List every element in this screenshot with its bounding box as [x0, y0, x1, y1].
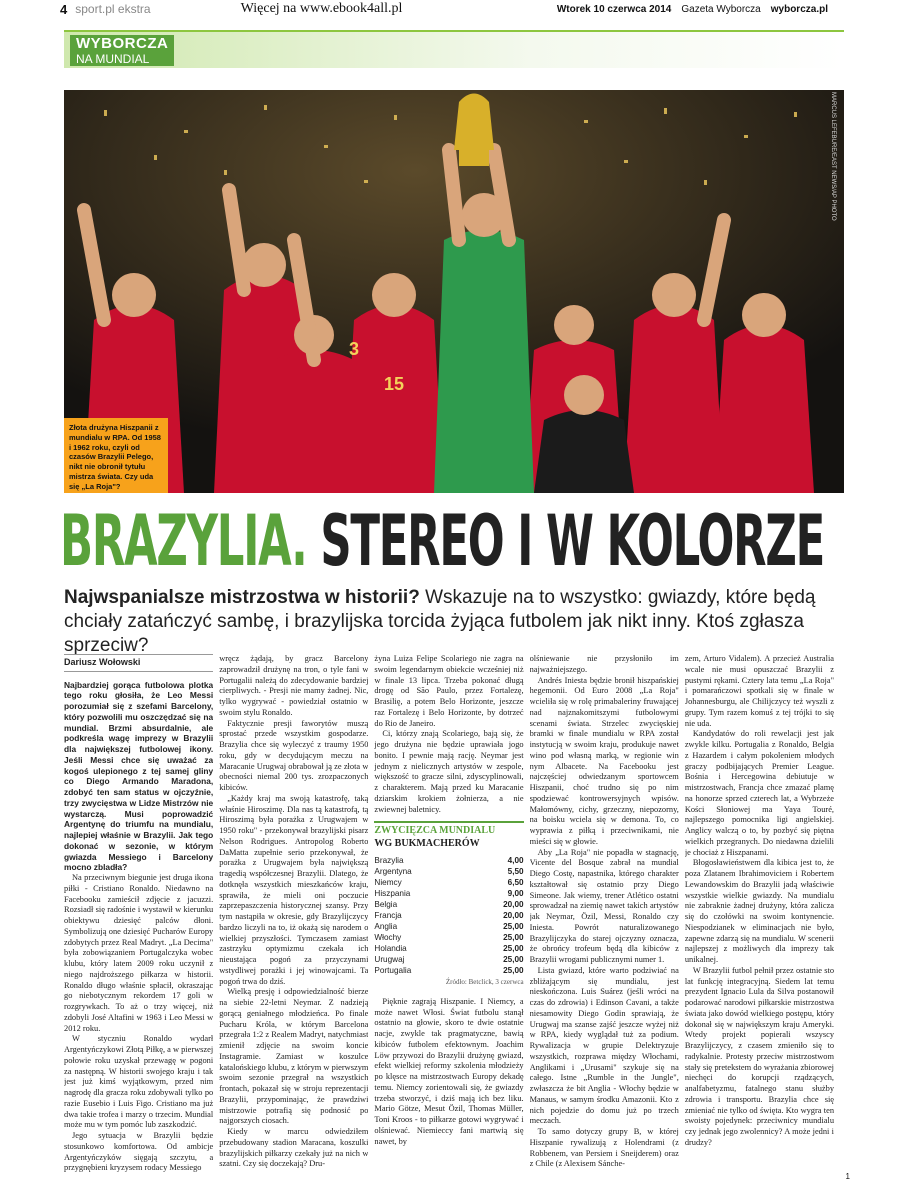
odds-team: Holandia	[374, 943, 407, 953]
headline-part2: STEREO I W KOLORZE	[320, 500, 824, 582]
odds-value: 20,00	[503, 899, 524, 909]
column-3	[374, 654, 523, 1174]
section-tag-line2: NA MUNDIAL	[76, 52, 150, 66]
section-tag-line1: WYBORCZA	[76, 35, 169, 52]
lead-bold: Najwspanialsze mistrzostwa w historii?	[64, 587, 420, 608]
lead-paragraph	[64, 586, 834, 658]
odds-row	[374, 855, 523, 866]
paragraph: Błogosławieństwem dla kibica jest to, że poza Zlatanem Ibrahimoviciem i Robertem Lewandowskim do Brazylii jadą właściwie wszystkie wielkie gwiazdy. Na mundialu nie zabraknie żadnej drużyny, która zalicza się do czołówki na swoim kontynencie. Niespodzianek w eliminacjach nie było, zapewne zdarzą się na mundialu. W scenerii najlepszej z możliwych dla imprezy tak unikalnej.	[684, 858, 835, 964]
celebration-illustration	[64, 90, 844, 493]
paragraph: żyna Luiza Felipe Scolariego nie zagra na swoim legendarnym obiekcie wcześniej niż w finale 13 lipca. Trzeba pokonać długą drogę od São Paulo, przez Fortalezę, Brasilię, a potem Belo Horizonte, jeszcze raz Fortalezę i Belo Horizonte, by dotrzeć do Rio de Janeiro.	[374, 654, 524, 728]
paragraph: To samo dotyczy grupy B, w której Hiszpanie rywalizują z Holendrami (z Robbenem, van Persiem i Sneijderem) oraz z Chile (z Alexisem Sánche-	[529, 1127, 679, 1169]
odds-team: Belgia	[374, 899, 398, 909]
odds-row	[374, 910, 523, 921]
section-tag	[64, 30, 844, 68]
paragraph: wręcz żądają, by gracz Barcelony zaprowadził drużynę na tron, o tyle fani w Portugalii należą do zdecydowanie bardziej cierpliwych. - Presji nie mamy żadnej. Nic, tylko wygrywać - powiedział ostatnio w swoim stylu Ronaldo.	[219, 654, 369, 717]
photo-caption: Złota drużyna Hiszpanii z mundialu w RPA. Od 1958 i 1962 roku, czyli od czasów Brazylii Pelego, nikt nie obronił tytułu mistrza świata. Czy uda się „La Roja"?	[64, 418, 168, 493]
odds-source: Źródło: Betclick, 3 czerwca	[445, 977, 524, 986]
odds-team: Urugwaj	[374, 954, 405, 964]
odds-table	[374, 855, 523, 976]
odds-value: 25,00	[503, 932, 524, 942]
odds-box	[374, 821, 523, 987]
odds-row	[374, 943, 523, 954]
odds-value: 25,00	[503, 921, 524, 931]
odds-team: Hiszpania	[374, 888, 411, 898]
page-footer: 1	[845, 1172, 850, 1181]
site-link[interactable]: wyborcza.pl	[770, 3, 828, 15]
column-5	[685, 654, 834, 1174]
odds-team: Włochy	[374, 932, 402, 942]
paragraph: Pięknie zagrają Hiszpanie. I Niemcy, a może nawet Włosi. Świat futbolu stanął ostatnio na głowie, skoro te dwie ostatnie nacje, zwykle tak pragmatyczne, bawią kibiców futbolem efektownym. Joachim Löw przywozi do Brazylii drużynę gwiazd, efekt wielkiej reformy szkolenia młodzieży po klęsce na mistrzostwach Europy dekadę temu. Niemcy zorientowali się, że gwiazdy trzeba stworzyć, i dziś mają ich bez liku. Mario Götze, Mesut Özil, Thomas Müller, Toni Kroos - to piłkarze gotowi wygrywać i olśniewać. Niemieccy fani martwią się nawet, by	[374, 996, 524, 1146]
odds-row	[374, 921, 523, 932]
odds-row	[374, 954, 523, 965]
odds-title: ZWYCIĘZCA MUNDIALU	[374, 821, 523, 838]
section-tag-label	[70, 35, 174, 66]
headline	[60, 500, 824, 582]
paragraph: Ci, którzy znają Scolariego, bają się, że jego drużyna nie będzie uprawiała jogo bonito. I pewnie mają rację. Neymar jest jednym z nielicznych artystów w zespole, większość to gracze silni, zdyscyplinowali, z charakterem. Mają przed ku Maracanie dziarskim krokiem żołnierza, a nie zwiewnej baletnicy.	[374, 729, 524, 814]
odds-value: 5,50	[507, 866, 524, 876]
odds-team: Argentyna	[374, 866, 412, 876]
odds-value: 6,50	[507, 877, 524, 887]
paragraph: zem, Arturo Vidalem). A przecież Australia wcale nie musi opuszczać Brazylii z pustymi rękami. Cztery lata temu „La Roja" i pomarańczowi spotkali się w finale w Johannesburgu, ale Chilijczycy też wyszli z grupy. Tym razem komuś z tej trójki to się nie uda.	[684, 654, 835, 728]
paragraph: W Brazylii futbol pełnił przez ostatnie sto lat funkcję integracyjną. Siedem lat temu prezydent Ignacio Lula da Silva postanowił podarować narodowi piłkarskie mistrzostwa świata jako dowód wielkiego postępu, który dokonał się w największym kraju Ameryki. Wtedy projekt popierali wszyscy Brazylijczycy, z czasem zmieniło się to radykalnie. Protesty przeciw mistrzostwom stały się pretekstem do wyrażania zbiorowej niechęci do korupcji rządzących, analfabetyzmu, fatalnego stanu służby zdrowia i transportu. Brazylia chce się zmieniać nie tylko od święta. Kto wygra ten swoisty pojedynek: przeciwnicy mundialu czy jednak jego zwolennicy? A może jedni i drudzy?	[684, 965, 835, 1147]
svg-text:15: 15	[384, 374, 405, 394]
paragraph: Wielką presję i odpowiedzialność bierze na siebie 22-letni Neymar. Z nadzieją gorącą geniałnego młodzieńca. Po finale Pucharu Króla, w którym Barcelona przegrała 1:2 z Realem Madryt, natychmiast zmienił zdjęcie na swoim koncie Instagramie. Zamiast w koszulce katalońskiego klubu, z którym w pierwszym swoim sezonie przegrał na wszystkich frontach, pokazał się w stroju reprezentacji Brazylii, przypominając, że prawdziwi mistrzowie potrafią się podnosić po najgorszych ciosach.	[219, 987, 369, 1126]
odds-row	[374, 932, 523, 943]
column-1	[64, 654, 213, 1174]
paragraph: Lista gwiazd, które warto podziwiać na zbliżającym się mundialu, jest nieskończona. Luis Suárez (jeśli wróci na czas do zdrowia) i Edinson Cavani, a także niesamowity Diego Godin sprawiają, że Urugwaj ma szanse zajść jeszcze wyżej niż w RPA, kiedy wyglądał tuż za podium. Rywalizacja w grupie Delektryzuje wszystkich, rozprawa między Włochami, Anglikami i „Urusami" szykuje się na całego. Istne „Rumble in the Jungle", zwłaszcza że bit Anglia - Włochy będzie w Manaus, w samym środku Amazonii. Kto z nich pojedzie do domu już po trzech meczach.	[529, 965, 679, 1126]
lead-rest: Wskazuje na to wszystko: gwiazdy, które będą chciały zatańczyć sambę, i brazylijska torcida żyjąca futbolem jak nikt inny. Ktoś zgłasza sprzeciw?	[64, 587, 816, 656]
odds-value: 4,00	[507, 855, 524, 865]
odds-team: Francja	[374, 910, 402, 920]
paragraph: Kiedy w marcu odwiedziłem przebudowany stadion Maracana, koszulki brazylijskich piłkarzy czekały już na nich w szatni. Czy się doczekają? Dru-	[219, 1127, 369, 1169]
odds-row	[374, 899, 523, 910]
odds-team: Portugalia	[374, 965, 412, 975]
promo-link[interactable]: Więcej na www.ebook4all.pl	[240, 1, 403, 16]
section-name: sport.pl ekstra	[75, 2, 151, 16]
page-header	[60, 0, 828, 18]
odds-team: Brazylia	[374, 855, 404, 865]
paragraph: Na przeciwnym biegunie jest druga ikona piłki - Cristiano Ronaldo. Niedawno na Facebooku zamieścił zdjęcie z jacuzzi. Rozsiadł się radośnie i wystawił w kierunku obiektywu dziesięć palców dłoni. Symbolizują one dziesięć Pucharów Europy zdobytych przez Real Madryt. „La Decima" była zobowiązaniem Portugalczyka wobec klubu, który latem 2009 roku uczynił z niego najdroższego piłkarza w historii. Ronaldo długo właśnie spłacił, okraszając go niebotycznym rekordem 17 goli w rozgrywkach. To aż o trzy więcej, niż zdobyli José Altafini w 1963 i Leo Messi w 2012 roku.	[64, 873, 214, 1033]
odds-subtitle: WG BUKMACHERÓW	[374, 838, 480, 850]
paper-name: Gazeta Wyborcza	[681, 3, 761, 15]
odds-row	[374, 965, 523, 976]
headline-part1: BRAZYLIA.	[60, 500, 307, 582]
odds-row	[374, 866, 523, 877]
paragraph: W styczniu Ronaldo wydarł Argentyńczykowi Złotą Piłkę, a w pierwszej połowie roku uzyskał przewagę w pogoni za następną. W historii swojego kraju i tak jest już kimś wyjątkowym, przed nim nagrodę dla gracza roku zdobywali tylko po razie Eusebio i Luis Figo. Cristiano ma już dwa takie trofea i marzy o trzecim. Mundial może mu w tym pomóc lub zaszkodzić.	[64, 1034, 214, 1130]
paragraph: Aby „La Roja" nie popadła w stagnację, Vicente del Bosque zabrał na mundial Diego Costę, napastnika, którego charakter kształtował się ostatnio przy Diego Simeone. Jak wiemy, trener Atlético ostatni sprowadzał na ziemię nawet takich artystów jak Neymar, Özil, Messi, Ronaldo czy Iniesta. Powrót naturalizowanego Brazylijczyka do starej ojczyzny oznacza, że obrońcy trofeum będą dla kibiców z Brazylii wrogami publicznymi numer 1.	[529, 847, 679, 964]
odds-team: Anglia	[374, 921, 398, 931]
odds-value: 20,00	[503, 910, 524, 920]
paragraph: Andrés Iniesta będzie bronił hiszpańskiej hegemonii. Od Euro 2008 „La Roja" wcieliła się w rolę primabaleriny fruwającej nad najznakomitszymi futbolowymi scenami świata. Strzelec zwycięskiej bramki w finale mundialu w RPA został instytucją w swoim kraju, produkuje nawet wino pod własną marką, w regionie win nym Albacete. Na Facebooku jest najczęściej odwiedzanym sportowcem Hiszpanii, choć trudno się po nim spodziewać kontrowersyjnych wpisów. Małomówny, cichy, grzeczny, niepozorny, na boisku wciela się w demona. To, co wyprawia z piłką i przeciwnikami, nie mieści się w głowie.	[529, 675, 679, 846]
paragraph: „Każdy kraj ma swoją katastrofę, taką właśnie Hiroszimę. Dla nas tą katastrofą, tą Hiroszimą była porażka z Urugwajem w 1950 roku" - przekonywał brazylijski pisarz Nelson Rodrigues. Antropolog Roberto DaMatta zupełnie serio przekonywał, że porażka z Urugwajem była największą tragedią współczesnej Brazylii. Dlatego, że dotknęła wszystkich mieszkańców kraju, sprawiła, że mieli oni poczucie zaprzepaszczenia historycznej szansy. Przy tym nastąpiła w okresie, gdy Brazylijczycy bardzo liczyli na to, iż okażą się narodem o wielkiej przyszłości. Tymczasem zamiast zastrzyku optymizmu czekała ich nieustająca pogoń za przyczynami wstydliwej porażki i jej winowajcami. Ta pogoń trwa do dziś.	[219, 793, 369, 986]
paragraph: Jego sytuacja w Brazylii będzie stosunkowo komfortowa. Od ambicje Argentyńczyków sięgają szczytu, a przygnębieni kryzysem rodacy Messiego	[64, 1131, 214, 1173]
photo-credit: MARCUS LEFEBURE/EAST NEWS/AP PHOTO	[830, 92, 836, 221]
paragraph: olśniewanie nie przysłoniło im najważniejszego.	[529, 654, 679, 674]
column-2	[219, 654, 368, 1174]
page-number: 4	[60, 1, 68, 17]
article-intro: Najbardziej gorąca futbolowa plotka tego roku głosiła, że Leo Messi porozumiał się z szefami Barcelony, który pozwolili mu oszczędzać się na mundial. Brzmi absurdalnie, ale podkreśla wagę imprezy w Brazylii dla największej futbolowej ikony. Jeśli Messi chce się uważać za kogoś ulepionego z tej samej gliny co Diego Armando Maradona, zdobyć ten sam status w ojczyźnie, trzy zwycięstwa w Lidze Mistrzów nie wystarczą. Musi poprowadzić Argentynę do triumfu na mundialu, najlepiej właśnie w Brazylii. Jak tego dokonać w sezonie, w którym gwiazda Messiego i Barcelony mocno zbladła?	[64, 679, 214, 873]
svg-text:3: 3	[349, 339, 360, 359]
odds-row	[374, 877, 523, 888]
odds-value: 25,00	[503, 965, 524, 975]
odds-value: 25,00	[503, 954, 524, 964]
column-4	[530, 654, 679, 1174]
paragraph: Kandydatów do roli rewelacji jest jak zwykle kilku. Portugalia z Ronaldo, Belgia z Hazardem i całym pokoleniem młodych graczy podbijających Premier League. Bośnia i Hercegowina debiutuje w mistrzostwach, Francja chce zmazać plamę na honorze sprzed czterech lat, a Wybrzeże Kości Słoniowej ma Yaya Touré, najlepszego pomocnika ligi angielskiej. Anglicy walczą o to, by pozbyć się piętna wielkich przegranych. Do niedawna dzielili je chociaż z Hiszpanami.	[684, 729, 835, 857]
odds-value: 9,00	[507, 888, 524, 898]
issue-date: Wtorek 10 czerwca 2014	[556, 3, 672, 15]
odds-value: 25,00	[503, 943, 524, 953]
author-byline: Dariusz Wołowski	[64, 654, 213, 672]
article-body	[64, 654, 834, 1174]
odds-row	[374, 888, 523, 899]
paragraph: Faktycznie presji faworytów muszą sprostać przede wszystkim gospodarze. Brazylia chce się wyleczyć z traumy 1950 roku, gdy w decydującym meczu na Maracanie Urugwaj obrabował ją ze złota w obecności niemal 200 tys. zrozpaczonych kibiców.	[219, 718, 369, 792]
odds-team: Niemcy	[374, 877, 402, 887]
hero-photo	[64, 90, 844, 493]
